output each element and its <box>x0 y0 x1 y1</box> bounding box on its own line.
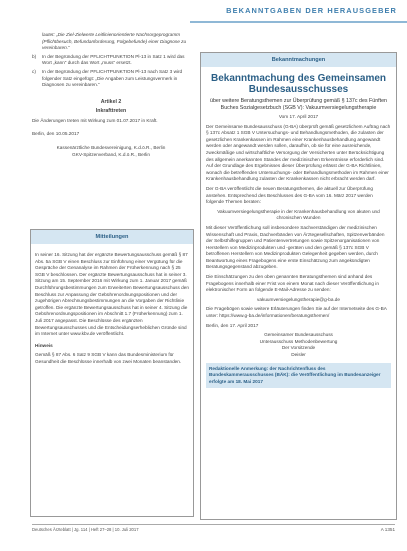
paragraph-2: Der G-BA veröffentlicht die neuen Beratungsthemen, die aktuell zur Überprüfung anstehen. Entsprechend des Beschlusses des G-BA vom 16. März 2017 werden folgende Themen beraten: <box>206 185 373 205</box>
amendment-number: b) <box>32 53 37 59</box>
paragraph-3: Mit dieser Veröffentlichung soll insbesondere Sachverständigen der medizinischen Wissenschaft und Praxis, Dachverbänden von Ärztegesellschaften, Spitzenverbänden der Selbsthilfegruppen und Patientenvertretungen sowie Spitzenorganisationen von Herstellern von Medizinprodukten und -geräten und den gemäß § 137c SGB V betroffenen Herstellern von Medizinprodukten Gelegenheit gegeben werden, durch Beantwortung eines Fragebogens eine erste Einschätzung zum angekündigten Beratungsgegenstand abzugeben. <box>206 224 385 270</box>
signature-4: Deisler <box>291 352 306 357</box>
date: Vom 17. April 2017 <box>278 114 319 119</box>
amendment-number: c) <box>32 68 36 74</box>
hint-title: Hinweis <box>35 342 53 348</box>
email-link[interactable]: vakuumversiegelungstherapie@g-ba.de <box>257 296 340 302</box>
amendment-item <box>32 32 190 52</box>
paragraph-1: Der Gemeinsame Bundesausschuss (G-BA) überprüft gemäß gesetzlichem Auftrag nach § 137c Absatz 1 SGB V Untersuchungs- und Behandlungsmethoden, die zulasten der gesetzlichen Krankenkassen im Rahmen einer Krankenhausbehandlung angewandt werden oder angewandt werden sollen, daraufhin, ob sie für eine ausreichende, zweckmäßige und wirtschaftliche Versorgung der Versicherten unter Berücksichtigung des allgemein anerkannten Standes der medizinischen Erkenntnisse erforderlich sind. Auf der Grundlage des Ergebnisses dieser Überprüfung erlässt der G-BA Richtlinien, wonach die betreffenden Untersuchungs- oder Behandlungsmethoden im Rahmen einer Krankenhausbehandlung zulasten der Krankenkassen nicht erbracht werden darf. <box>206 123 391 182</box>
box-body <box>206 67 391 388</box>
mitteilung-text: In seiner 16. Sitzung hat der ergänzte Bewertungsausschuss gemäß § 87 Abs. 5a SGB V einen Beschluss zur Einführung einer Vergütung für die Gespräche der Genanalyse im Rahmen der Früherkennung nach § 25 SGB V beschlossen. Der ergänzte Bewertungsausschuss hat in seiner 3. Sitzung am 15. September 2016 mit Wirkung zum 1. Januar 2017 gemäß Durchführungsbestimmungen zum Erweiterten Bewertungsausschuss den Beschluss zur Anpassung der Gebührenordnungspositionen und der zugehörigen Abrechnungsbestimmungen an die Vorgaben der Richtlinie getroffen. Die ergänzte Bewertungsausschuss hat in seiner 4. Sitzung die Gebührenordnungspositionen im Abschnitt 1.7 (Früherkennung) zum 1. Juli 2017 angepasst. Die Beschlüsse des ergänzten Bewertungsausschusses und die Entscheidungserheblichen Gründe sind im Internet unter www.kbv.de veröffentlicht. <box>35 252 189 337</box>
amendment-item <box>32 54 190 67</box>
subtitle: über weitere Beratungsthemen zur Überprüfung gemäß § 137c des Fünften Buches Sozialgesetzbuch (SGB V): Vakuumversiegelungstherapie <box>210 98 387 111</box>
amendment-item <box>32 69 190 89</box>
signature-3: Der Vorsitzende <box>281 345 316 351</box>
editorial-note: Redaktionelle Anmerkung: der Nachrichtenfluss des Bundeskammerausschusses (BÄK): die Veröffentlichung im Bundesanzeiger erfolgte am 18. Mai 2017 <box>206 363 391 389</box>
box-header: Mitteilungen <box>95 234 129 240</box>
place-date: Berlin, den 10.05.2017 <box>32 130 80 136</box>
box-body <box>35 252 189 369</box>
topic: Vakuumversiegelungstherapie in der Krankenhausbehandlung von akuten und chronischen Wunden <box>217 208 380 221</box>
signature-1: Gemeinsamer Bundesausschuss <box>264 332 333 338</box>
amendment-text: In der Begründung der PFLICHTPUNKTION Pl-13 nach Satz 3 wird folgender Satz eingefügt: „Die Angaben zum Leistungsvermerk in Diagnosen zu vereinbaren.“ <box>42 68 183 88</box>
article-text: Die Änderungen treten mit Wirkung zum 01.07.2017 in Kraft. <box>32 117 158 123</box>
hint-text: Gemäß § 87 Abs. 6 Satz 9 SGB V kann das Bundesministerium für Gesundheit die Beschlüsse innerhalb von zwei Monaten beanstanden. <box>35 352 182 364</box>
headline: Bekanntmachung des Gemeinsamen Bundesausschusses <box>210 73 387 95</box>
left-column <box>32 32 190 161</box>
signature-2: Unterausschuss Methodenbewertung <box>259 338 338 344</box>
mitteilungen-box <box>30 229 194 517</box>
footer-rule <box>32 524 395 525</box>
amendment-text: lautet: „Die Ziel-Zielwerte Leitlinienorientierte Nachsorgeprogramm (Pflichtbesuch, Befundanforderung, Folgebefunde) einer Diagnose zu vereinbaren.“ <box>42 32 187 51</box>
section-title: BEKANNTGABEN DER HERAUSGEBER <box>226 6 397 15</box>
bekanntmachung-box <box>200 52 397 520</box>
amendment-number <box>32 32 42 52</box>
article-subtitle: Inkrafttreten <box>95 108 127 115</box>
header-rule <box>190 21 407 23</box>
page-number: A 1351 <box>380 527 395 532</box>
place-date: Berlin, den 17. April 2017 <box>206 322 259 328</box>
amendment-text: In der Begründung der PFLICHTPUNKTION Pl-13 in Satz 1 wird das Wort „kann“ durch das Wort „muss“ ersetzt. <box>42 53 185 66</box>
paragraph-5: Die Fragebögen sowie weitere Erläuterungen finden Sie auf der Internetseite des G-BA unter: https://www.g-ba.de/informationen/beratungsthemen/ <box>206 306 387 319</box>
paragraph-4: Die Einschätzungen zu den oben genannten Beratungsthemen sind anhand des Fragebogens innerhalb einer Frist von einem Monat nach dieser Veröffentlichung in elektronischer Form an folgende E-Mail-Adresse zu senden: <box>206 274 379 293</box>
signatories: Kassenärztliche Bundesvereinigung, K.d.ö.R., Berlin GKV-Spitzenverband, K.d.ö.R., Berlin <box>56 145 166 157</box>
journal-header <box>0 0 407 22</box>
article-title: Artikel 2 <box>100 98 122 105</box>
footer-journal: Deutsches Ärzteblatt | Jg. 114 | Heft 27–28 | 10. Juli 2017 <box>32 527 139 532</box>
box-header: Bekanntmachungen <box>271 57 326 63</box>
